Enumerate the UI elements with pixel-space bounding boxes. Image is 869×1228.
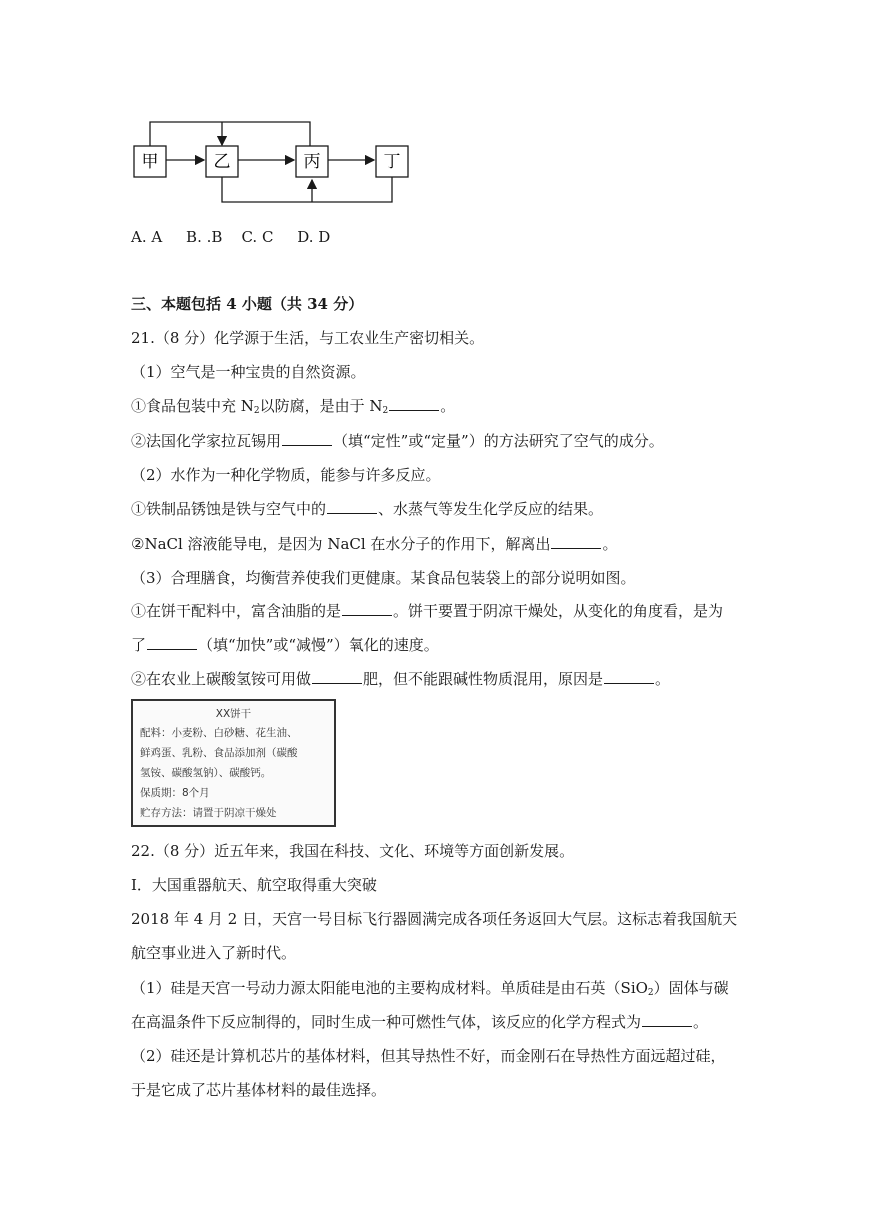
answer-blank[interactable] bbox=[642, 1012, 692, 1027]
food-label-image bbox=[131, 699, 336, 827]
q22-sub1-a: （1）硅是天宫一号动力源太阳能电池的主要构成材料。单质硅是由石英（SiO$_2$）固体与碳 bbox=[131, 979, 729, 998]
answer-blank[interactable] bbox=[282, 431, 332, 446]
q21-1-a: ①食品包装中充 $N_2$以防腐，是由于 $N_2$ 。 bbox=[131, 397, 456, 416]
q22-sub2-b: 于是它成了芯片基体材料的最佳选择。 bbox=[131, 1081, 387, 1099]
q22-sub2-a: （2）硅还是计算机芯片的基体材料，但其导热性不好，而金刚石在导热性方面远超过硅， bbox=[131, 1047, 726, 1065]
label-line: 氢铵、碳酸氢钠）、碳酸钙。 bbox=[140, 767, 272, 779]
node-label: 丁 bbox=[383, 152, 401, 172]
section-title: 三、本题包括 4 小题（共 34 分） bbox=[131, 295, 364, 313]
node-label: 甲 bbox=[141, 152, 159, 172]
q21-3-b: ②在农业上碳酸氢铵可用做 肥，但不能跟碱性物质混用，原因是 。 bbox=[131, 670, 671, 688]
q22-stem: 22.（8 分）近五年来，我国在科技、文化、环境等方面创新发展。 bbox=[131, 842, 575, 860]
q22-text: 航空事业进入了新时代。 bbox=[131, 944, 297, 962]
label-line: 贮存方法：请置于阴凉干燥处 bbox=[140, 807, 277, 819]
q21-3-a: ①在饼干配料中，富含油脂的是 。饼干要置于阴凉干燥处，从变化的角度看，是为 bbox=[131, 602, 724, 620]
q21-3-a-cont: 了 （填“加快”或“减慢”）氧化的速度。 bbox=[131, 636, 439, 654]
label-title: XX饼干 bbox=[215, 708, 252, 720]
answer-options: A. A B. .B C. C D. D bbox=[131, 228, 331, 246]
q22-part1: I．大国重器航天、航空取得重大突破 bbox=[131, 876, 377, 894]
label-line: 配料：小麦粉、白砂糖、花生油、 bbox=[140, 727, 298, 739]
q21-1-b: ②法国化学家拉瓦锡用 （填“定性”或“定量”）的方法研究了空气的成分。 bbox=[131, 432, 664, 450]
answer-blank[interactable] bbox=[604, 669, 654, 684]
node-label: 丙 bbox=[303, 152, 321, 172]
answer-blank[interactable] bbox=[312, 669, 362, 684]
answer-blank[interactable] bbox=[389, 396, 439, 411]
q21-stem: 21.（8 分）化学源于生活，与工农业生产密切相关。 bbox=[131, 329, 485, 347]
answer-blank[interactable] bbox=[327, 499, 377, 514]
label-line: 保质期：8个月 bbox=[140, 787, 210, 799]
q21-part2: （2）水作为一种化学物质，能参与许多反应。 bbox=[131, 466, 441, 484]
q21-part3: （3）合理膳食，均衡营养使我们更健康。某食品包装袋上的部分说明如图。 bbox=[131, 569, 636, 587]
q22-sub1-b: 在高温条件下反应制得的，同时生成一种可燃性气体，该反应的化学方程式为 。 bbox=[131, 1013, 709, 1031]
node-label: 乙 bbox=[213, 152, 231, 172]
q21-2-a: ①铁制品锈蚀是铁与空气中的 、水蒸气等发生化学反应的结果。 bbox=[131, 500, 604, 518]
label-line: 鲜鸡蛋、乳粉、食品添加剂（碳酸 bbox=[140, 747, 298, 759]
q21-part1: （1）空气是一种宝贵的自然资源。 bbox=[131, 363, 366, 381]
answer-blank[interactable] bbox=[551, 534, 601, 549]
q21-2-b: ②NaCl 溶液能导电，是因为 NaCl 在水分子的作用下，解离出 。 bbox=[131, 535, 618, 553]
q22-text: 2018 年 4 月 2 日，天宫一号目标飞行器圆满完成各项任务返回大气层。这标志着我国航天 bbox=[131, 910, 738, 928]
answer-blank[interactable] bbox=[342, 601, 392, 616]
answer-blank[interactable] bbox=[147, 635, 197, 650]
flow-diagram bbox=[120, 110, 420, 210]
